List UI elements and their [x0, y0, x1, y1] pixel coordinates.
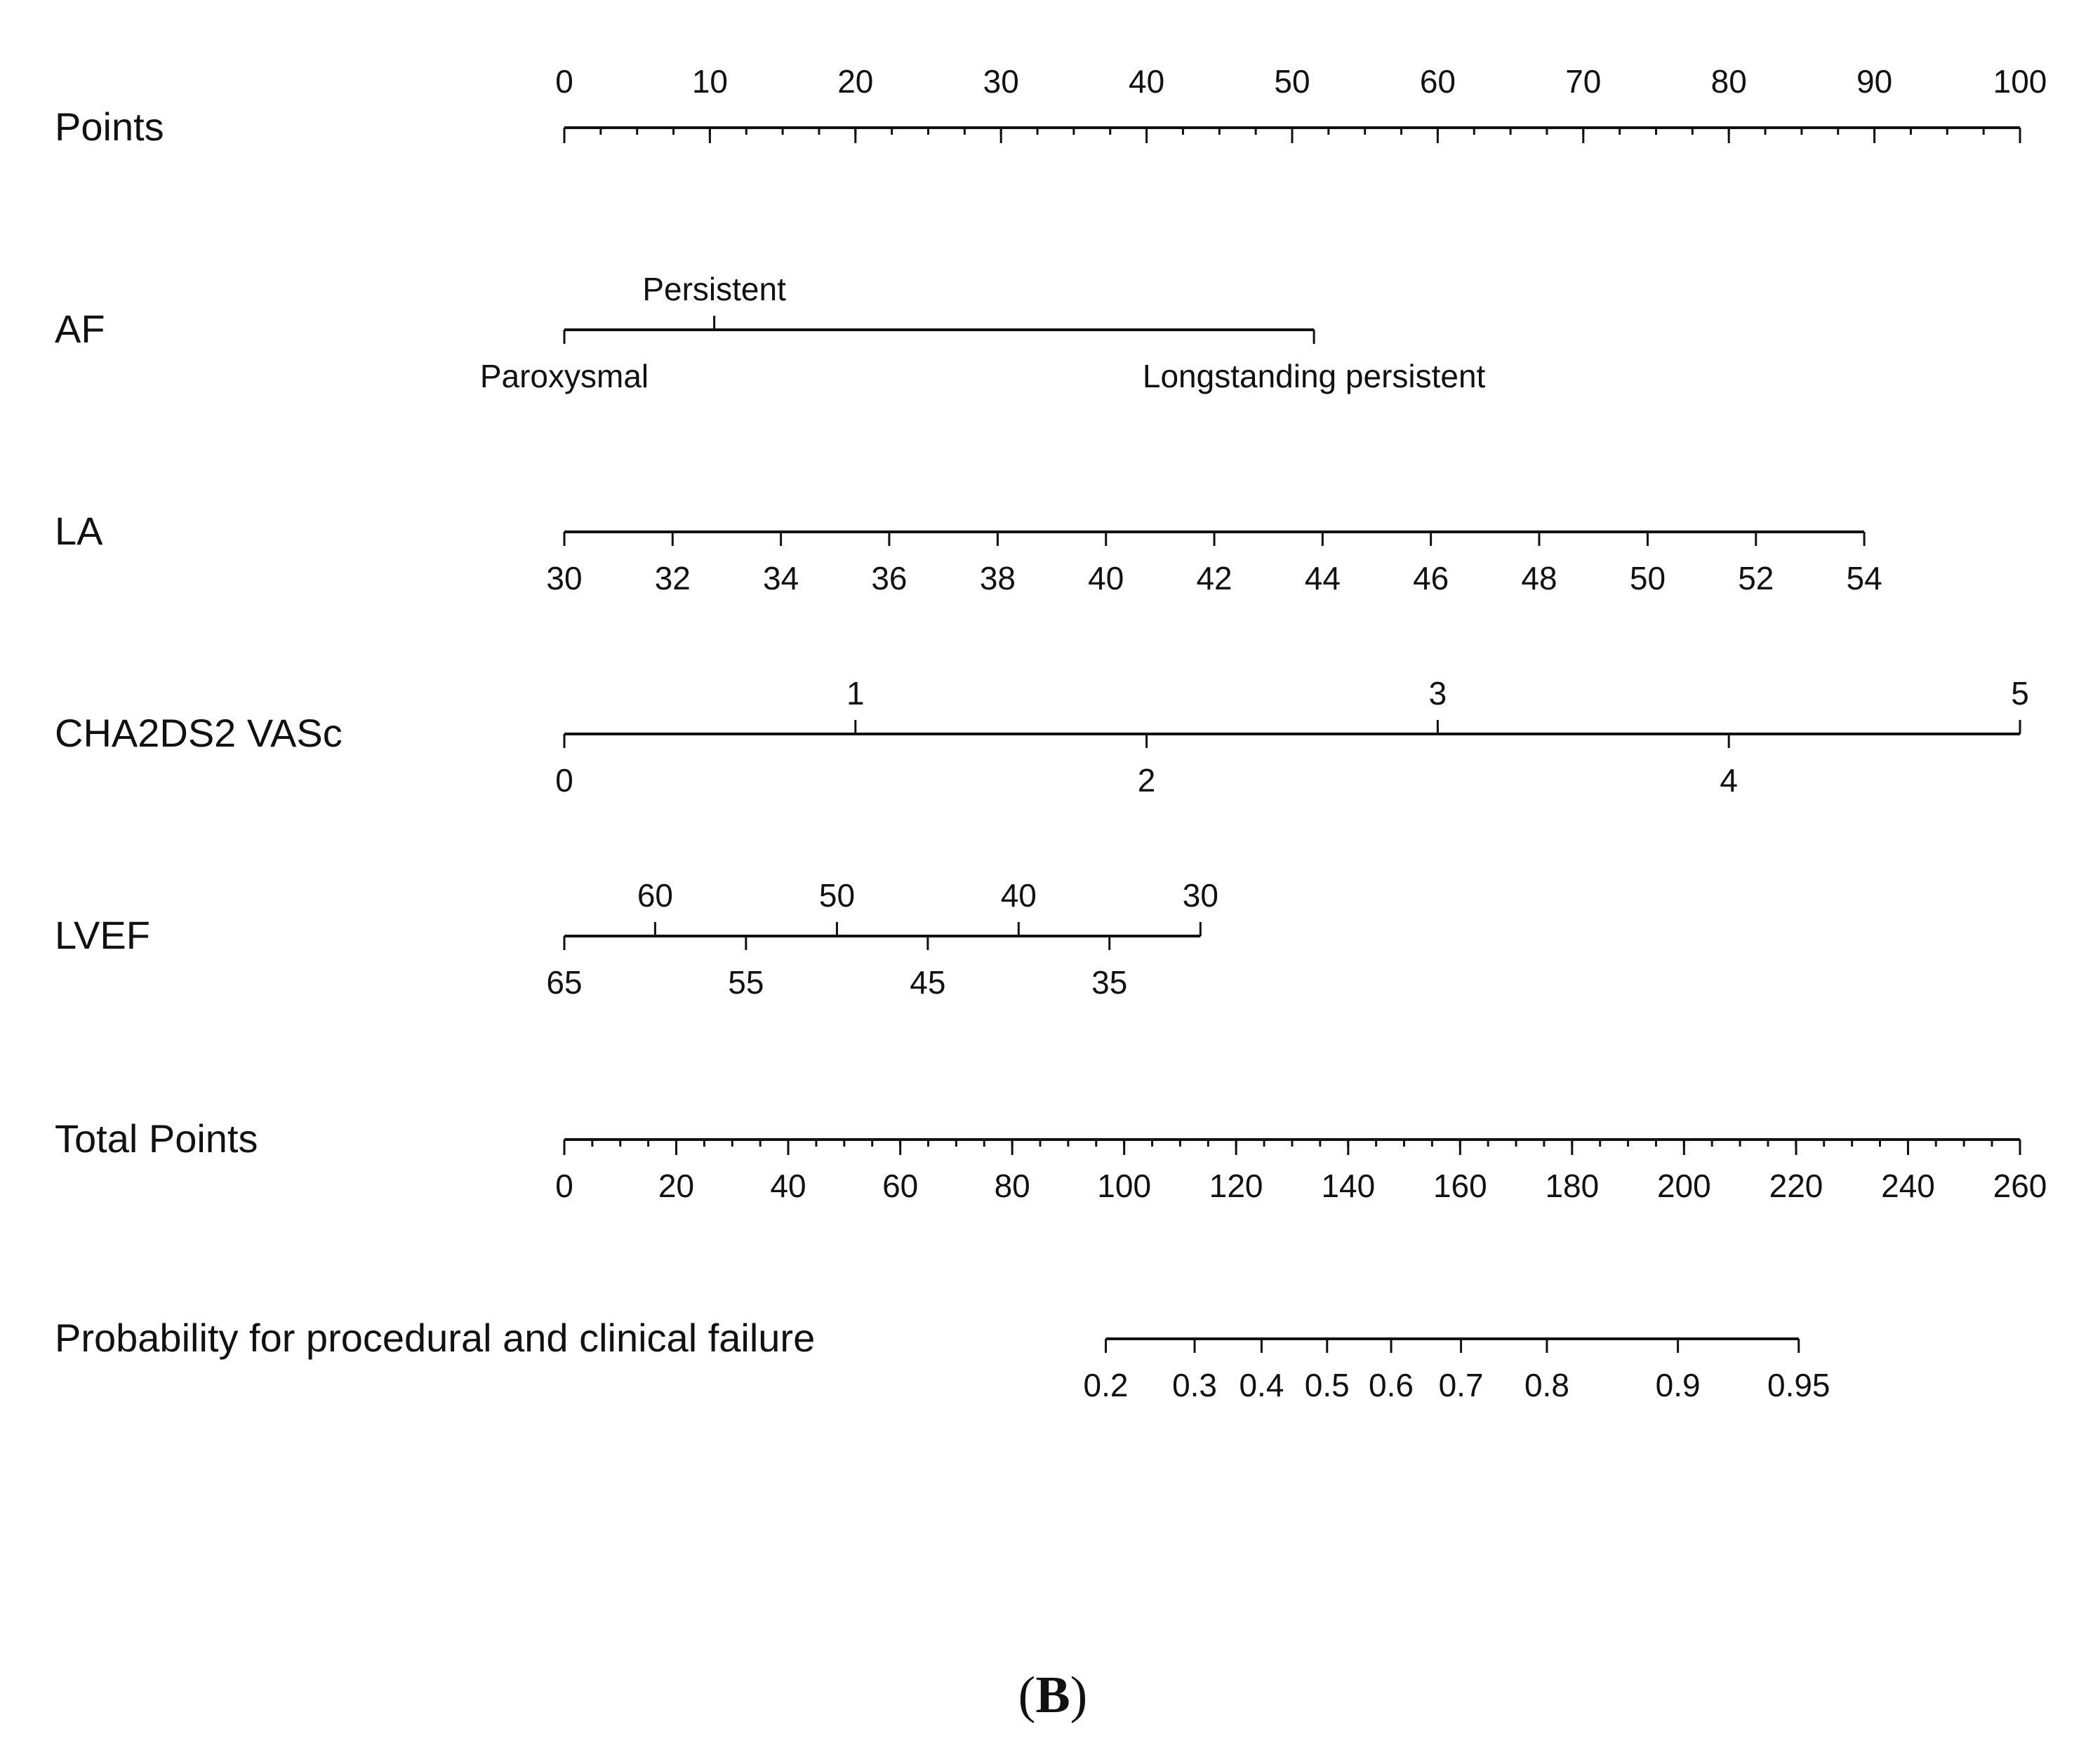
tick-label-prob: 0.2 — [1083, 1367, 1129, 1403]
tick-label-total: 120 — [1209, 1168, 1263, 1204]
tick-label-prob: 0.7 — [1438, 1367, 1484, 1403]
row-lvef — [55, 877, 1218, 1001]
row-la — [55, 509, 1882, 596]
tick-label-points: 20 — [837, 63, 874, 100]
row-label-total: Total Points — [55, 1116, 258, 1161]
tick-label-la: 52 — [1738, 560, 1774, 596]
tick-label-la: 32 — [654, 560, 691, 596]
tick-label-total: 260 — [1993, 1168, 2047, 1204]
tick-label-points: 0 — [555, 63, 573, 100]
tick-label-total: 140 — [1321, 1168, 1376, 1204]
row-af — [55, 271, 1486, 394]
tick-label-total: 0 — [555, 1168, 573, 1204]
tick-label-prob: 0.5 — [1304, 1367, 1350, 1403]
tick-label-la: 30 — [546, 560, 583, 596]
row-label-points: Points — [55, 105, 164, 149]
tick-label-af: Longstanding persistent — [1142, 358, 1486, 394]
tick-label-points: 100 — [1993, 63, 2047, 100]
tick-label-la: 40 — [1088, 560, 1124, 596]
nomogram-rows — [55, 63, 2047, 1403]
panel-label-letter: B — [1035, 1667, 1070, 1724]
tick-label-prob: 0.4 — [1239, 1367, 1284, 1403]
tick-label-points: 30 — [983, 63, 1019, 100]
row-total — [55, 1116, 2047, 1204]
tick-label-points: 70 — [1565, 63, 1602, 100]
tick-label-cha2ds2: 0 — [555, 762, 573, 799]
row-points — [55, 63, 2047, 149]
tick-label-la: 38 — [979, 560, 1016, 596]
tick-label-la: 44 — [1304, 560, 1341, 596]
tick-label-la: 50 — [1629, 560, 1666, 596]
tick-label-cha2ds2: 4 — [1720, 762, 1738, 799]
row-label-af: AF — [55, 307, 105, 351]
tick-label-lvef: 55 — [728, 964, 764, 1001]
tick-label-points: 90 — [1856, 63, 1893, 100]
tick-label-prob: 0.9 — [1655, 1367, 1701, 1403]
row-prob — [55, 1316, 1830, 1403]
tick-label-la: 42 — [1196, 560, 1232, 596]
panel-label-close: ) — [1070, 1667, 1088, 1724]
tick-label-lvef: 50 — [818, 877, 856, 914]
tick-label-lvef: 35 — [1091, 964, 1128, 1001]
tick-label-prob: 0.95 — [1767, 1367, 1830, 1403]
tick-label-la: 34 — [763, 560, 799, 596]
tick-label-la: 54 — [1846, 560, 1882, 596]
tick-label-total: 160 — [1433, 1168, 1487, 1204]
tick-label-prob: 0.3 — [1172, 1367, 1218, 1403]
row-cha2ds2 — [55, 675, 2029, 799]
tick-label-total: 80 — [994, 1168, 1030, 1204]
tick-label-points: 60 — [1419, 63, 1456, 100]
row-label-la: LA — [55, 509, 103, 553]
tick-label-af: Paroxysmal — [479, 358, 649, 394]
tick-label-la: 46 — [1413, 560, 1449, 596]
tick-label-points: 50 — [1274, 63, 1310, 100]
tick-label-prob: 0.6 — [1369, 1367, 1414, 1403]
tick-label-cha2ds2: 1 — [846, 675, 865, 712]
tick-label-lvef: 40 — [1000, 877, 1037, 914]
tick-label-af: Persistent — [642, 271, 786, 307]
panel-label-open: ( — [1018, 1667, 1036, 1724]
tick-label-cha2ds2: 5 — [2011, 675, 2029, 712]
row-label-prob: Probability for procedural and clinical failure — [55, 1316, 816, 1360]
tick-label-total: 40 — [770, 1168, 806, 1204]
tick-label-points: 40 — [1129, 63, 1165, 100]
tick-label-la: 48 — [1521, 560, 1557, 596]
tick-label-lvef: 60 — [637, 877, 674, 914]
panel-label — [1018, 1667, 1088, 1724]
tick-label-total: 180 — [1545, 1168, 1600, 1204]
tick-label-points: 80 — [1710, 63, 1747, 100]
tick-label-total: 200 — [1656, 1168, 1711, 1204]
tick-label-total: 100 — [1097, 1168, 1152, 1204]
tick-label-lvef: 65 — [546, 964, 583, 1001]
tick-label-total: 20 — [658, 1168, 695, 1204]
tick-label-total: 60 — [882, 1168, 919, 1204]
row-label-lvef: LVEF — [55, 913, 150, 957]
tick-label-lvef: 45 — [910, 964, 946, 1001]
tick-label-lvef: 30 — [1182, 877, 1218, 914]
tick-label-points: 10 — [691, 63, 728, 100]
row-label-cha2ds2: CHA2DS2 VASc — [55, 711, 343, 755]
tick-label-prob: 0.8 — [1524, 1367, 1569, 1403]
tick-label-la: 36 — [871, 560, 908, 596]
tick-label-total: 220 — [1769, 1168, 1823, 1204]
tick-label-cha2ds2: 2 — [1137, 762, 1156, 799]
tick-label-total: 240 — [1881, 1168, 1935, 1204]
tick-label-cha2ds2: 3 — [1428, 675, 1447, 712]
